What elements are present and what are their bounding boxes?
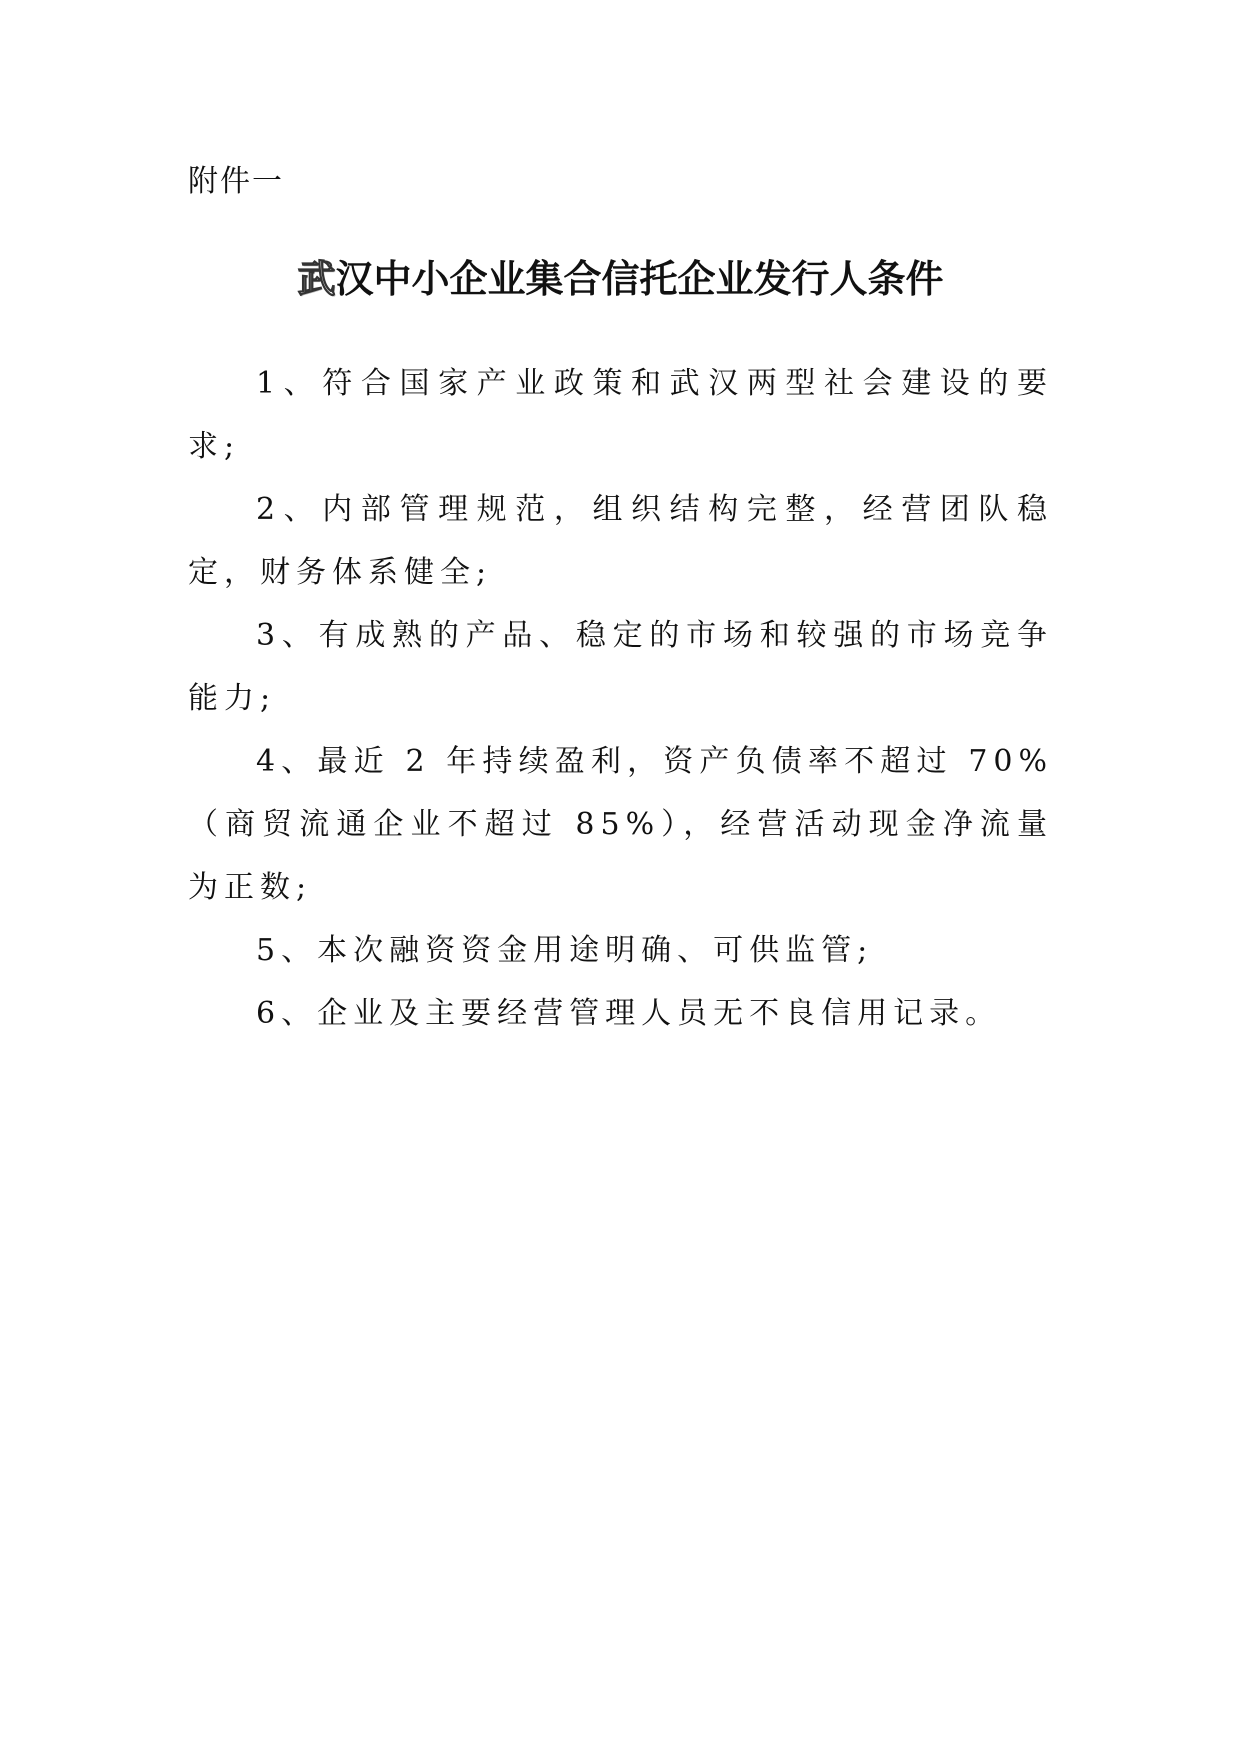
- condition-item-6: 6、企业及主要经营管理人员无不良信用记录。: [256, 996, 1002, 1031]
- condition-item-2: 2、内部管理规范，组织结构完整，经营团队稳定，财务体系健全;: [188, 492, 1053, 590]
- condition-item-4: 4、最近 2 年持续盈利，资产负债率不超过 70%（商贸流通企业不超过 85%），经营活动现金净流量为正数;: [188, 744, 1053, 905]
- title-first-character: 武: [297, 257, 336, 301]
- conditions-list: [188, 352, 1053, 1045]
- condition-item-3: 3、有成熟的产品、稳定的市场和较强的市场竞争能力;: [188, 618, 1053, 716]
- condition-item-1: 1、符合国家产业政策和武汉两型社会建设的要求;: [188, 366, 1053, 464]
- attachment-label: 附件一: [188, 164, 284, 199]
- title-text: 汉中小企业集合信托企业发行人条件: [335, 257, 944, 301]
- condition-item-5: 5、本次融资资金用途明确、可供监管;: [256, 933, 874, 968]
- document-title: [0, 254, 1241, 304]
